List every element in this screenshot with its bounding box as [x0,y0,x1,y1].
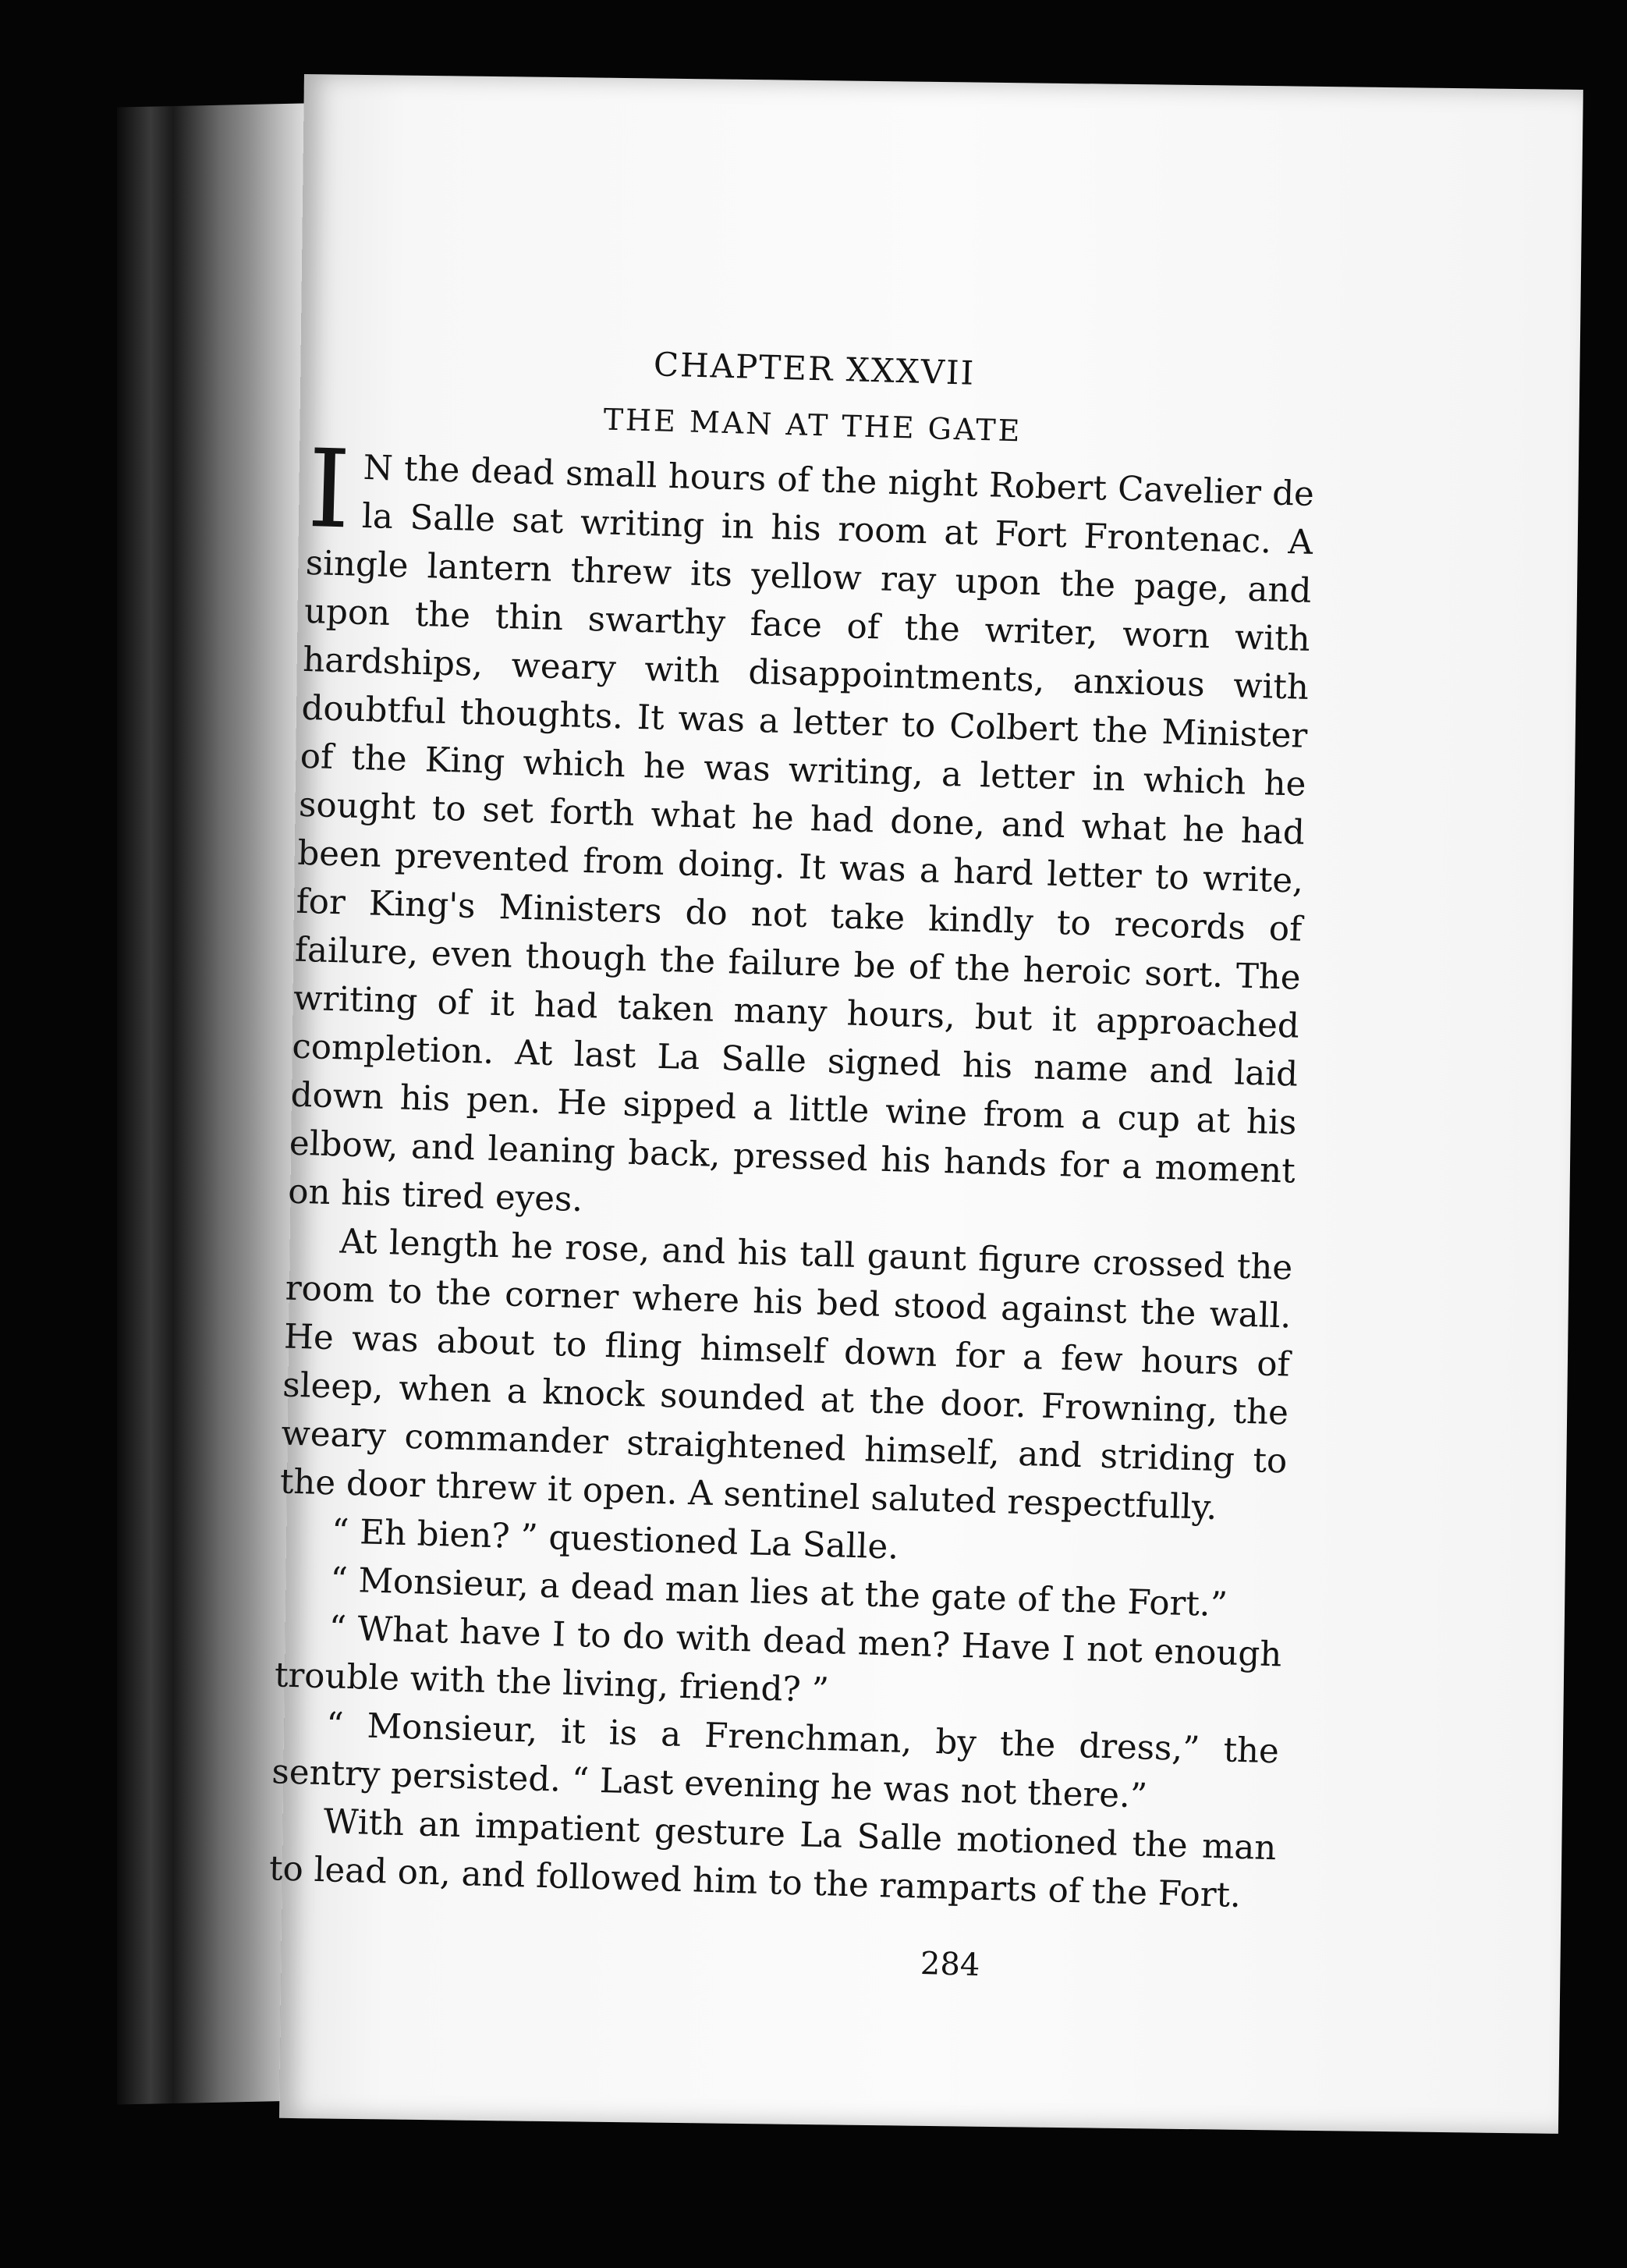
chapter-number: CHAPTER XXXVII [653,345,976,392]
paragraph-5: “ What have I to do with dead men? Have I not enough trouble with the living, friend? ” [274,1609,1282,1711]
paragraph-1-text: N the dead small hours of the night Robert Cavelier de la Salle sat writing in his room at Fort Frontenac. A single lantern threw its yellow ray upon the page, and upon the thin swarthy face of the writer, worn with hardships, weary with disappointments, anxious with doubtful thoughts. It was a letter to Colbert the Minister of the King which he was writing, a letter in which he sought to set forth what he had done, and what he had been prevented from doing. It was a hard letter to write, for King's Ministers do not take kindly to records of failure, even though the failure be of the heroic sort. The writing of it had taken many hours, but it approached completion. At last La Salle signed his name and laid down his pen. He sipped a little wine from a cup at his elbow, and leaning back, pressed his hands for a moment on his tired eyes. [287,448,1315,1220]
paragraph-3: “ Eh bien? ” questioned La Salle. [331,1512,899,1567]
page-text-block [268,335,1317,1921]
paragraph-6: “ Monsieur, it is a Frenchman, by the dress,” the sentry persisted. “ Last evening he was not there.” [271,1705,1280,1816]
paragraph-7: With an impatient gesture La Salle motioned the man to lead on, and followed him to the ramparts of the Fort. [268,1802,1278,1916]
paragraph-2: At length he rose, and his tall gaunt figure crossed the room to the corner where his bed stood against the wall. He was about to fling himself down for a few hours of sleep, when a knock sounded at the door. Frowning, the weary commander straightened himself, and striding to the door threw it open. A sentinel saluted respectfully. [279,1222,1293,1528]
page-number: 284 [920,1945,980,1984]
drop-cap: I [306,425,353,553]
chapter-title: THE MAN AT THE GATE [603,402,1023,449]
paragraph-4: “ Monsieur, a dead man lies at the gate of the Fort.” [329,1560,1228,1625]
